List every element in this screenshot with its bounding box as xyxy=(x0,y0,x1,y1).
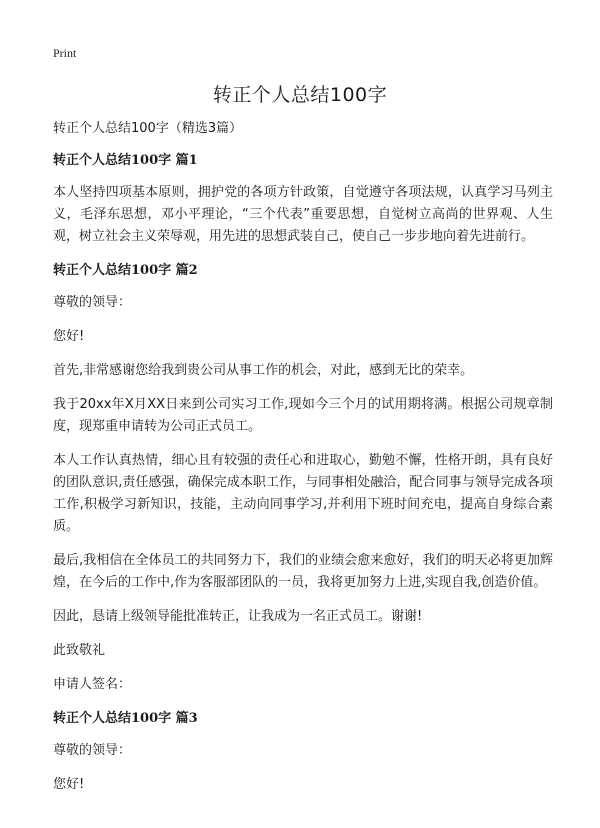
section-1 xyxy=(53,150,553,248)
paragraph: 本人坚持四项基本原则，拥护党的各项方针政策，自觉遵守各项法规，认真学习马列主义，毛泽东思想，邓小平理论，“三个代表”重要思想，自觉树立高尚的世界观、人生观，树立社会主义荣辱观，用先进的思想武装自己，使自己一步步地向着先进前行。 xyxy=(53,185,553,244)
salutation: 尊敬的领导： xyxy=(53,295,132,310)
paragraph: 因此，恳请上级领导能批准转正，让我成为一名正式员工。谢谢! xyxy=(53,609,423,624)
print-link[interactable]: Print xyxy=(53,46,77,60)
document-body xyxy=(53,118,553,808)
section-2 xyxy=(53,260,553,696)
document-subtitle: 转正个人总结100字（精选3篇） xyxy=(53,121,243,136)
paragraph: 最后,我相信在全体员工的共同努力下，我们的业绩会愈来愈好，我们的明天必将更加辉煌，在今后的工作中,作为客服部团队的一员，我将更加努力上进,实现自我,创造价值。 xyxy=(53,553,553,590)
section-3 xyxy=(53,708,553,796)
section-heading: 转正个人总结100字 篇2 xyxy=(53,263,198,278)
section-heading: 转正个人总结100字 篇1 xyxy=(53,153,198,168)
greeting: 您好! xyxy=(53,777,85,792)
signature-line: 申请人签名： xyxy=(53,677,132,692)
section-heading: 转正个人总结100字 篇3 xyxy=(53,711,198,726)
paragraph: 首先,非常感谢您给我到贵公司从事工作的机会，对此，感到无比的荣幸。 xyxy=(53,363,474,378)
salutation: 尊敬的领导： xyxy=(53,743,132,758)
closing: 此致敬礼 xyxy=(53,643,106,658)
document-title: 转正个人总结100字 xyxy=(212,84,388,106)
paragraph: 本人工作认真热情，细心且有较强的责任心和进取心，勤勉不懈，性格开朗，具有良好的团队意识,责任感强，确保完成本职工作，与同事相处融洽，配合同事与领导完成各项工作,积极学习新知识，技能，主动向同事学习,并利用下班时间充电，提高自身综合素质。 xyxy=(53,453,553,534)
paragraph: 我于20xx年X月XX日来到公司实习工作,现如今三个月的试用期将满。根据公司规章制度，现郑重申请转为公司正式员工。 xyxy=(53,397,553,434)
greeting: 您好! xyxy=(53,329,85,344)
